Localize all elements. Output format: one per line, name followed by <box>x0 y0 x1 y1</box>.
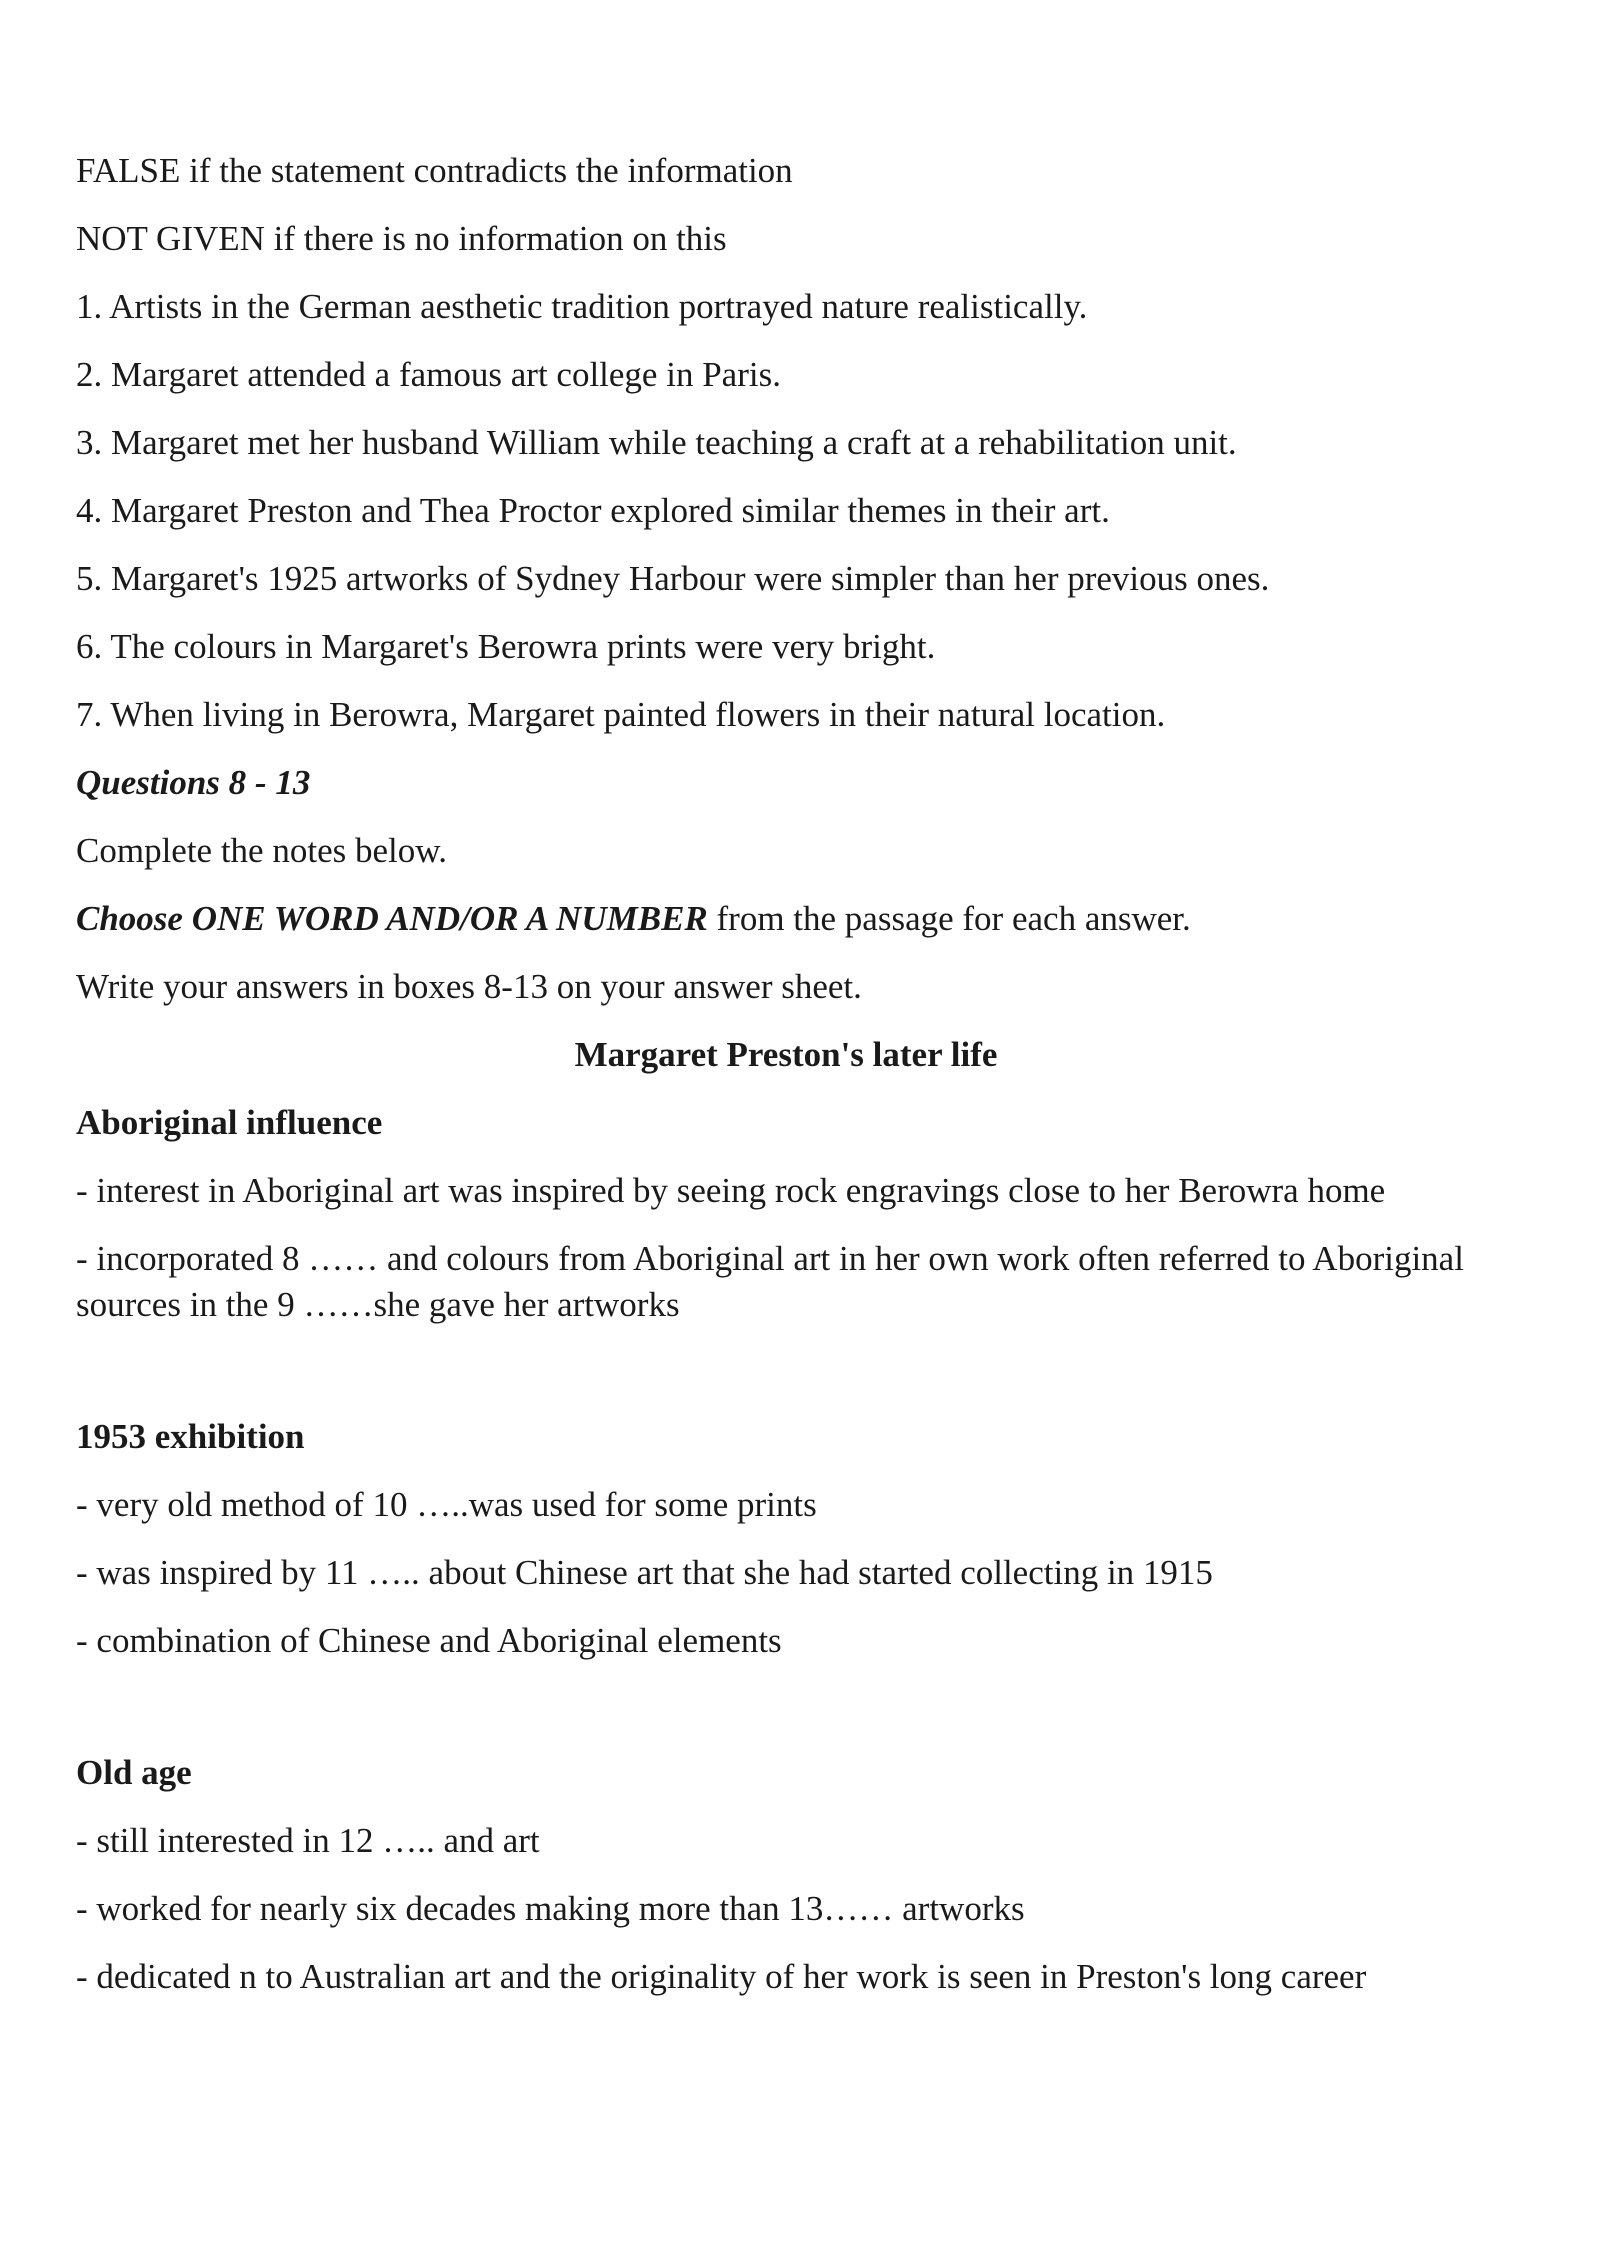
choose-instruction <box>76 896 1496 942</box>
complete-instruction: Complete the notes below. <box>76 831 447 870</box>
exhibition-note-2: - was inspired by 11 ….. about Chinese art that she had started collecting in 1915 <box>76 1553 1213 1592</box>
write-instruction: Write your answers in boxes 8-13 on your answer sheet. <box>76 967 862 1006</box>
statement-3: 3. Margaret met her husband William while teaching a craft at a rehabilitation unit. <box>76 423 1237 462</box>
statement-2: 2. Margaret attended a famous art college in Paris. <box>76 355 781 394</box>
old-age-note-1: - still interested in 12 ….. and art <box>76 1821 540 1860</box>
notes-title: Margaret Preston's later life <box>574 1035 998 1074</box>
questions-heading: Questions 8 - 13 <box>76 763 311 802</box>
statement-7: 7. When living in Berowra, Margaret painted flowers in their natural location. <box>76 695 1166 734</box>
exhibition-note-3: - combination of Chinese and Aboriginal elements <box>76 1621 782 1660</box>
not-given-definition: NOT GIVEN if there is no information on this <box>76 219 727 258</box>
choose-rest: from the passage for each answer. <box>707 899 1191 938</box>
statement-1: 1. Artists in the German aesthetic tradition portrayed nature realistically. <box>76 287 1088 326</box>
aboriginal-note-1: - interest in Aboriginal art was inspired by seeing rock engravings close to her Berowra home <box>76 1171 1386 1210</box>
exhibition-heading: 1953 exhibition <box>76 1417 305 1456</box>
statement-4: 4. Margaret Preston and Thea Proctor explored similar themes in their art. <box>76 491 1110 530</box>
false-definition: FALSE if the statement contradicts the information <box>76 151 793 190</box>
old-age-heading: Old age <box>76 1753 192 1792</box>
section-spacer <box>76 1350 1496 1414</box>
old-age-note-3: - dedicated n to Australian art and the originality of her work is seen in Preston's long career <box>76 1957 1367 1996</box>
section-spacer <box>76 1686 1496 1750</box>
exhibition-note-1: - very old method of 10 …..was used for some prints <box>76 1485 817 1524</box>
aboriginal-heading: Aboriginal influence <box>76 1103 383 1142</box>
statement-6: 6. The colours in Margaret's Berowra prints were very bright. <box>76 627 936 666</box>
document-page <box>76 148 1496 2022</box>
statement-5: 5. Margaret's 1925 artworks of Sydney Harbour were simpler than her previous ones. <box>76 559 1270 598</box>
old-age-note-2: - worked for nearly six decades making more than 13…… artworks <box>76 1889 1025 1928</box>
choose-emphasis: Choose ONE WORD AND/OR A NUMBER <box>76 899 708 938</box>
aboriginal-note-2: - incorporated 8 …… and colours from Aboriginal art in her own work often referred to Aboriginal sources in the 9 ……she gave her artworks <box>76 1239 1464 1324</box>
